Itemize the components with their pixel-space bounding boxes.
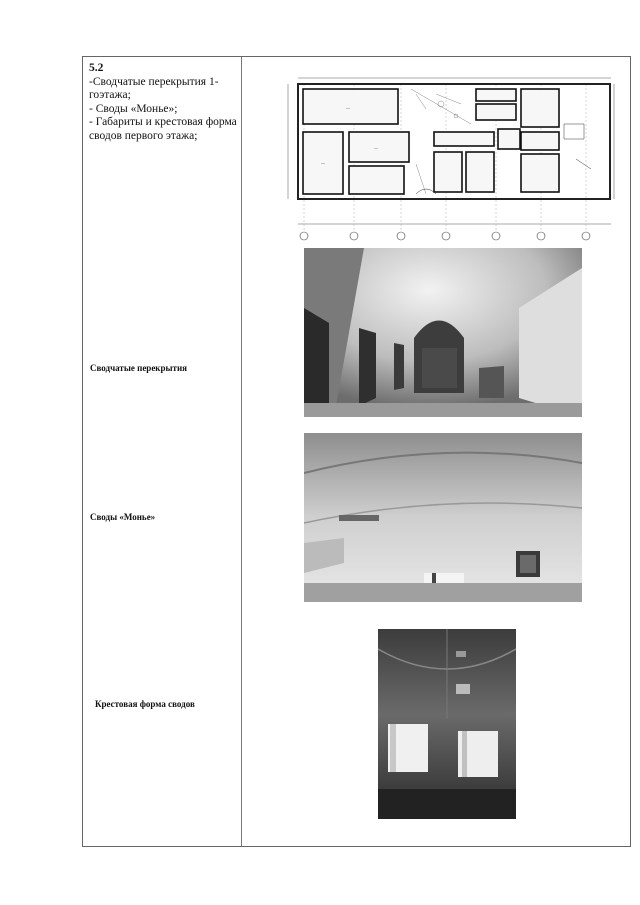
photo-vaulted-corridor [304,248,582,417]
svg-text:—: — [346,105,350,110]
item-cross-vaults: - Габариты и крестовая форма сводов первого этажа; [89,116,237,142]
item-vaulted-floors: -Сводчатые перекрытия 1-гоэтажа; [89,75,219,101]
item-monier-vaults: - Своды «Монье»; [89,102,178,115]
caption-monier-vaults: Своды «Монье» [90,512,156,522]
section-number: 5.2 [89,62,104,74]
column-divider [241,57,242,846]
floor-plan-drawing [276,64,626,250]
caption-vaulted-floors: Сводчатые перекрытия [90,363,188,373]
photo-monier-vault [304,433,582,602]
svg-text:—: — [374,145,378,150]
svg-text:—: — [321,160,325,165]
caption-cross-vaults: Крестовая форма сводов [95,699,195,709]
document-table [82,56,631,847]
section-description [89,62,237,143]
photo-cross-vault [378,629,516,819]
